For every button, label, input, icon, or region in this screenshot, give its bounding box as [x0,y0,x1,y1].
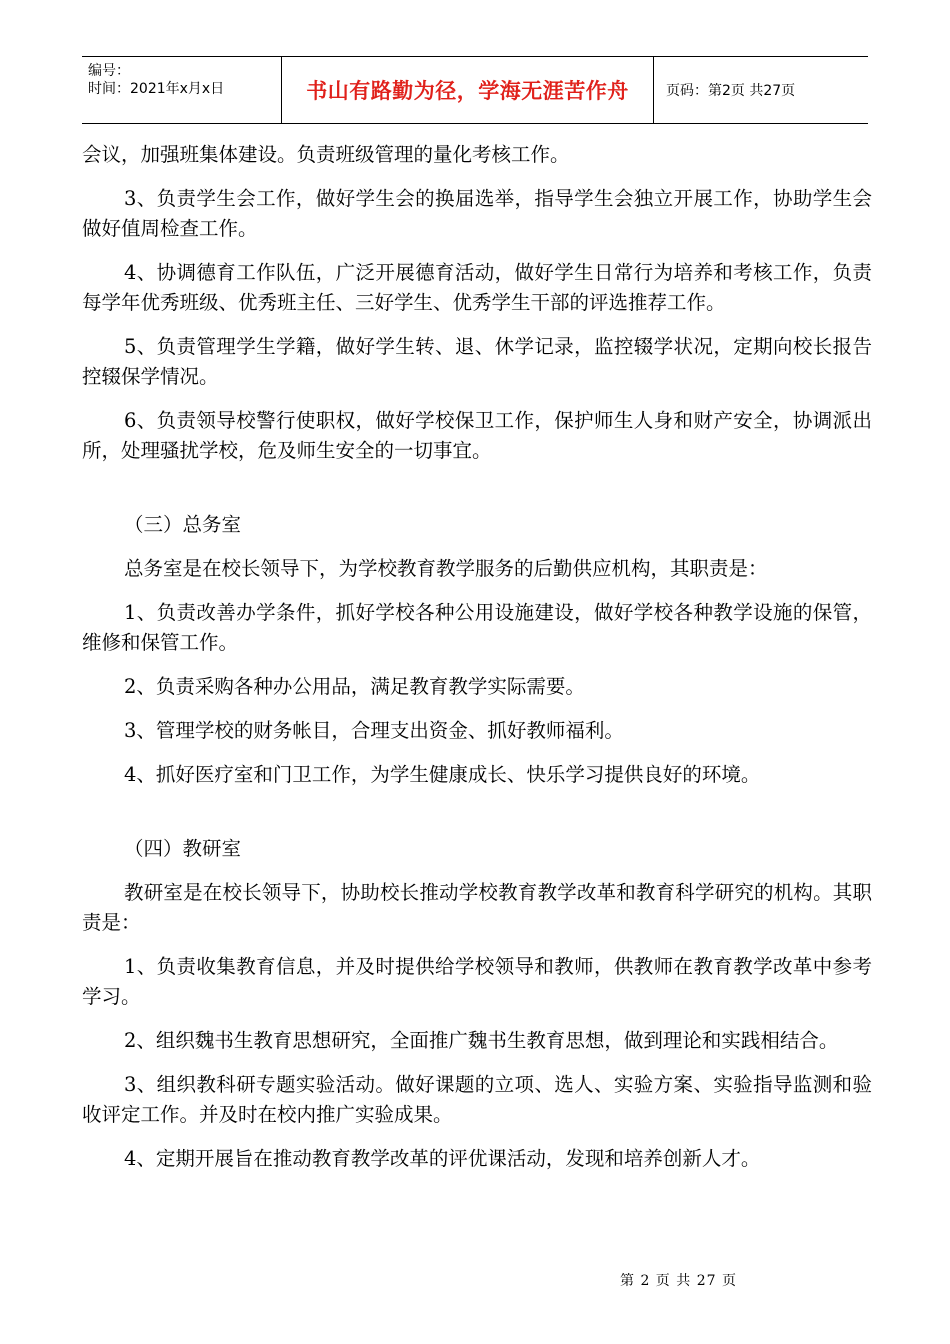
header-page-info: 页码：第2页 共27页 [666,83,796,99]
paragraph: 1、负责收集教育信息，并及时提供给学校领导和教师，供教师在教育教学改革中参考学习。 [82,955,872,1008]
paragraph: 2、组织魏书生教育思想研究，全面推广魏书生教育思想，做到理论和实践相结合。 [124,1029,839,1052]
paragraph: 5、负责管理学生学籍，做好学生转、退、休学记录，监控辍学状况，定期向校长报告控辍保学情况。 [82,335,872,388]
section-heading: （四）教研室 [124,837,242,860]
paragraph: 3、负责学生会工作，做好学生会的换届选举，指导学生会独立开展工作，协助学生会做好值周检查工作。 [82,187,872,240]
section-heading: （三）总务室 [124,513,242,536]
paragraph: 3、管理学校的财务帐目，合理支出资金、抓好教师福利。 [124,719,624,742]
paragraph: 6、负责领导校警行使职权，做好学校保卫工作，保护师生人身和财产安全，协调派出所，处理骚扰学校，危及师生安全的一切事宜。 [82,409,872,462]
paragraph: 总务室是在校长领导下，为学校教育教学服务的后勤供应机构，其职责是： [124,557,768,580]
page-footer: 第 2 页 共 27 页 [620,1273,737,1289]
paragraph: 教研室是在校长领导下，协助校长推动学校教育教学改革和教育科学研究的机构。其职责是： [82,881,872,934]
header-motto: 书山有路勤为径，学海无涯苦作舟 [282,57,654,123]
paragraph: 4、定期开展旨在推动教育教学改革的评优课活动，发现和培养创新人才。 [124,1147,761,1170]
page-header [82,56,868,124]
paragraph: 3、组织教科研专题实验活动。做好课题的立项、选人、实验方案、实验指导监测和验收评定工作。并及时在校内推广实验成果。 [82,1073,872,1126]
paragraph: 4、协调德育工作队伍，广泛开展德育活动，做好学生日常行为培养和考核工作，负责每学年优秀班级、优秀班主任、三好学生、优秀学生干部的评选推荐工作。 [82,261,872,314]
paragraph: 会议，加强班集体建设。负责班级管理的量化考核工作。 [82,143,570,166]
header-meta [82,57,282,123]
paragraph: 2、负责采购各种办公用品，满足教育教学实际需要。 [124,675,585,698]
paragraph: 4、抓好医疗室和门卫工作，为学生健康成长、快乐学习提供良好的环境。 [124,763,761,786]
document-body [82,140,872,1188]
document-number-label: 编号： [88,63,130,79]
document-time-label: 时间：2021年x月x日 [88,81,225,97]
paragraph: 1、负责改善办学条件，抓好学校各种公用设施建设，做好学校各种教学设施的保管，维修和保管工作。 [82,601,872,654]
